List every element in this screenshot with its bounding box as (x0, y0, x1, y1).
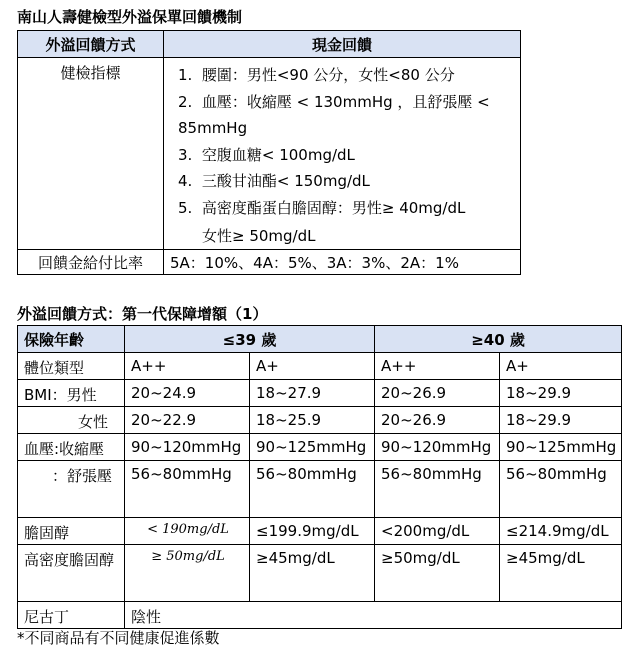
coverage-increase-table (17, 325, 622, 629)
item-text: 腰圍：男性<90 公分，女性<80 公分 (201, 66, 455, 84)
header-age-le39: ≤39 歲 (125, 326, 375, 353)
table-cell: <200mg/dL (375, 518, 500, 545)
table-cell: 90~120mmHg (125, 434, 250, 461)
table-cell: 18~25.9 (250, 407, 375, 434)
table-cell: ≤199.9mg/dL (250, 518, 375, 545)
health-indicator-list (164, 58, 521, 250)
item-text: 空腹血糖< 100mg/dL (201, 145, 355, 164)
table-cell: ≥45mg/dL (500, 545, 622, 602)
table2-header-row (18, 326, 622, 353)
table-cell: ≤214.9mg/dL (500, 518, 622, 545)
table-cell: 56~80mmHg (375, 461, 500, 518)
table-cell: A+ (250, 353, 375, 380)
row-label: 血壓:收縮壓 (18, 434, 125, 461)
header-insured-age: 保險年齡 (18, 326, 125, 353)
table-row (18, 545, 622, 602)
header-cash-feedback: 現金回饋 (164, 31, 521, 58)
row-label: 尼古丁 (18, 602, 125, 629)
row-label: 膽固醇 (18, 518, 125, 545)
footnote: *不同商品有不同健康促進係數 (17, 629, 220, 647)
table-cell: ≥45mg/dL (250, 545, 375, 602)
table-cell: 90~120mmHg (375, 434, 500, 461)
table-row (18, 602, 622, 629)
table-cell: 56~80mmHg (250, 461, 375, 518)
table-cell: A++ (125, 353, 250, 380)
row-label: 女性 (18, 407, 125, 434)
indicator-item (174, 168, 514, 195)
indicator-item (174, 89, 514, 142)
table-cell: ≥ 50mg/dL (125, 545, 250, 602)
table-cell: 20~22.9 (125, 407, 250, 434)
table-row (18, 434, 622, 461)
table-row (18, 461, 622, 518)
table-cell: 18~29.9 (500, 380, 622, 407)
table-row (18, 353, 622, 380)
table-cell: 18~27.9 (250, 380, 375, 407)
table-cell: ≥50mg/dL (375, 545, 500, 602)
row-label: 體位類型 (18, 353, 125, 380)
header-feedback-method: 外溢回饋方式 (18, 31, 164, 58)
item-number: 2. (178, 92, 193, 111)
indicator-item-continuation: 女性≥ 50mg/dL (202, 227, 316, 245)
header-age-ge40: ≥40 歲 (375, 326, 622, 353)
cash-feedback-table (17, 30, 521, 275)
indicator-item (174, 142, 514, 169)
table-cell: A++ (375, 353, 500, 380)
table1-title: 南山人壽健檢型外溢保單回饋機制 (17, 8, 243, 26)
table-cell: 56~80mmHg (500, 461, 622, 518)
table-cell: < 190mg/dL (125, 518, 250, 545)
table2-title: 外溢回饋方式：第一代保障增額（1） (17, 305, 268, 323)
table-cell: 90~125mmHg (500, 434, 622, 461)
ratio-value: 5A：10%、4A：5%、3A：3%、2A：1% (164, 250, 521, 275)
table-cell: 90~125mmHg (250, 434, 375, 461)
table-row (18, 518, 622, 545)
ratio-label: 回饋金給付比率 (18, 250, 164, 275)
item-text: 三酸甘油酯< 150mg/dL (201, 172, 370, 190)
table-row (18, 407, 622, 434)
row-label: BMI：男性 (18, 380, 125, 407)
item-number: 1. (178, 66, 193, 84)
table-cell: 18~29.9 (500, 407, 622, 434)
health-indicator-label: 健檢指標 (18, 58, 164, 250)
table-cell: 20~24.9 (125, 380, 250, 407)
row-label: ：舒張壓 (18, 461, 125, 518)
table-cell: 20~26.9 (375, 407, 500, 434)
item-text: 高密度酯蛋白膽固醇：男性≥ 40mg/dL (201, 198, 466, 217)
table-cell: 20~26.9 (375, 380, 500, 407)
item-text: 血壓：收縮壓 < 130mmHg ，且舒張壓 < 85mmHg (178, 92, 490, 137)
table-cell: 56~80mmHg (125, 461, 250, 518)
item-number: 5. (178, 198, 193, 217)
table1-ratio-row (18, 250, 521, 275)
table1-header-row (18, 31, 521, 58)
row-label: 高密度膽固醇 (18, 545, 125, 602)
indicator-item (174, 62, 514, 89)
table1-health-row (18, 58, 521, 250)
item-number: 3. (178, 145, 193, 164)
item-number: 4. (178, 172, 193, 190)
indicator-item (174, 195, 514, 222)
table-cell: A+ (500, 353, 622, 380)
table-cell: 陰性 (125, 602, 622, 629)
table-row (18, 380, 622, 407)
